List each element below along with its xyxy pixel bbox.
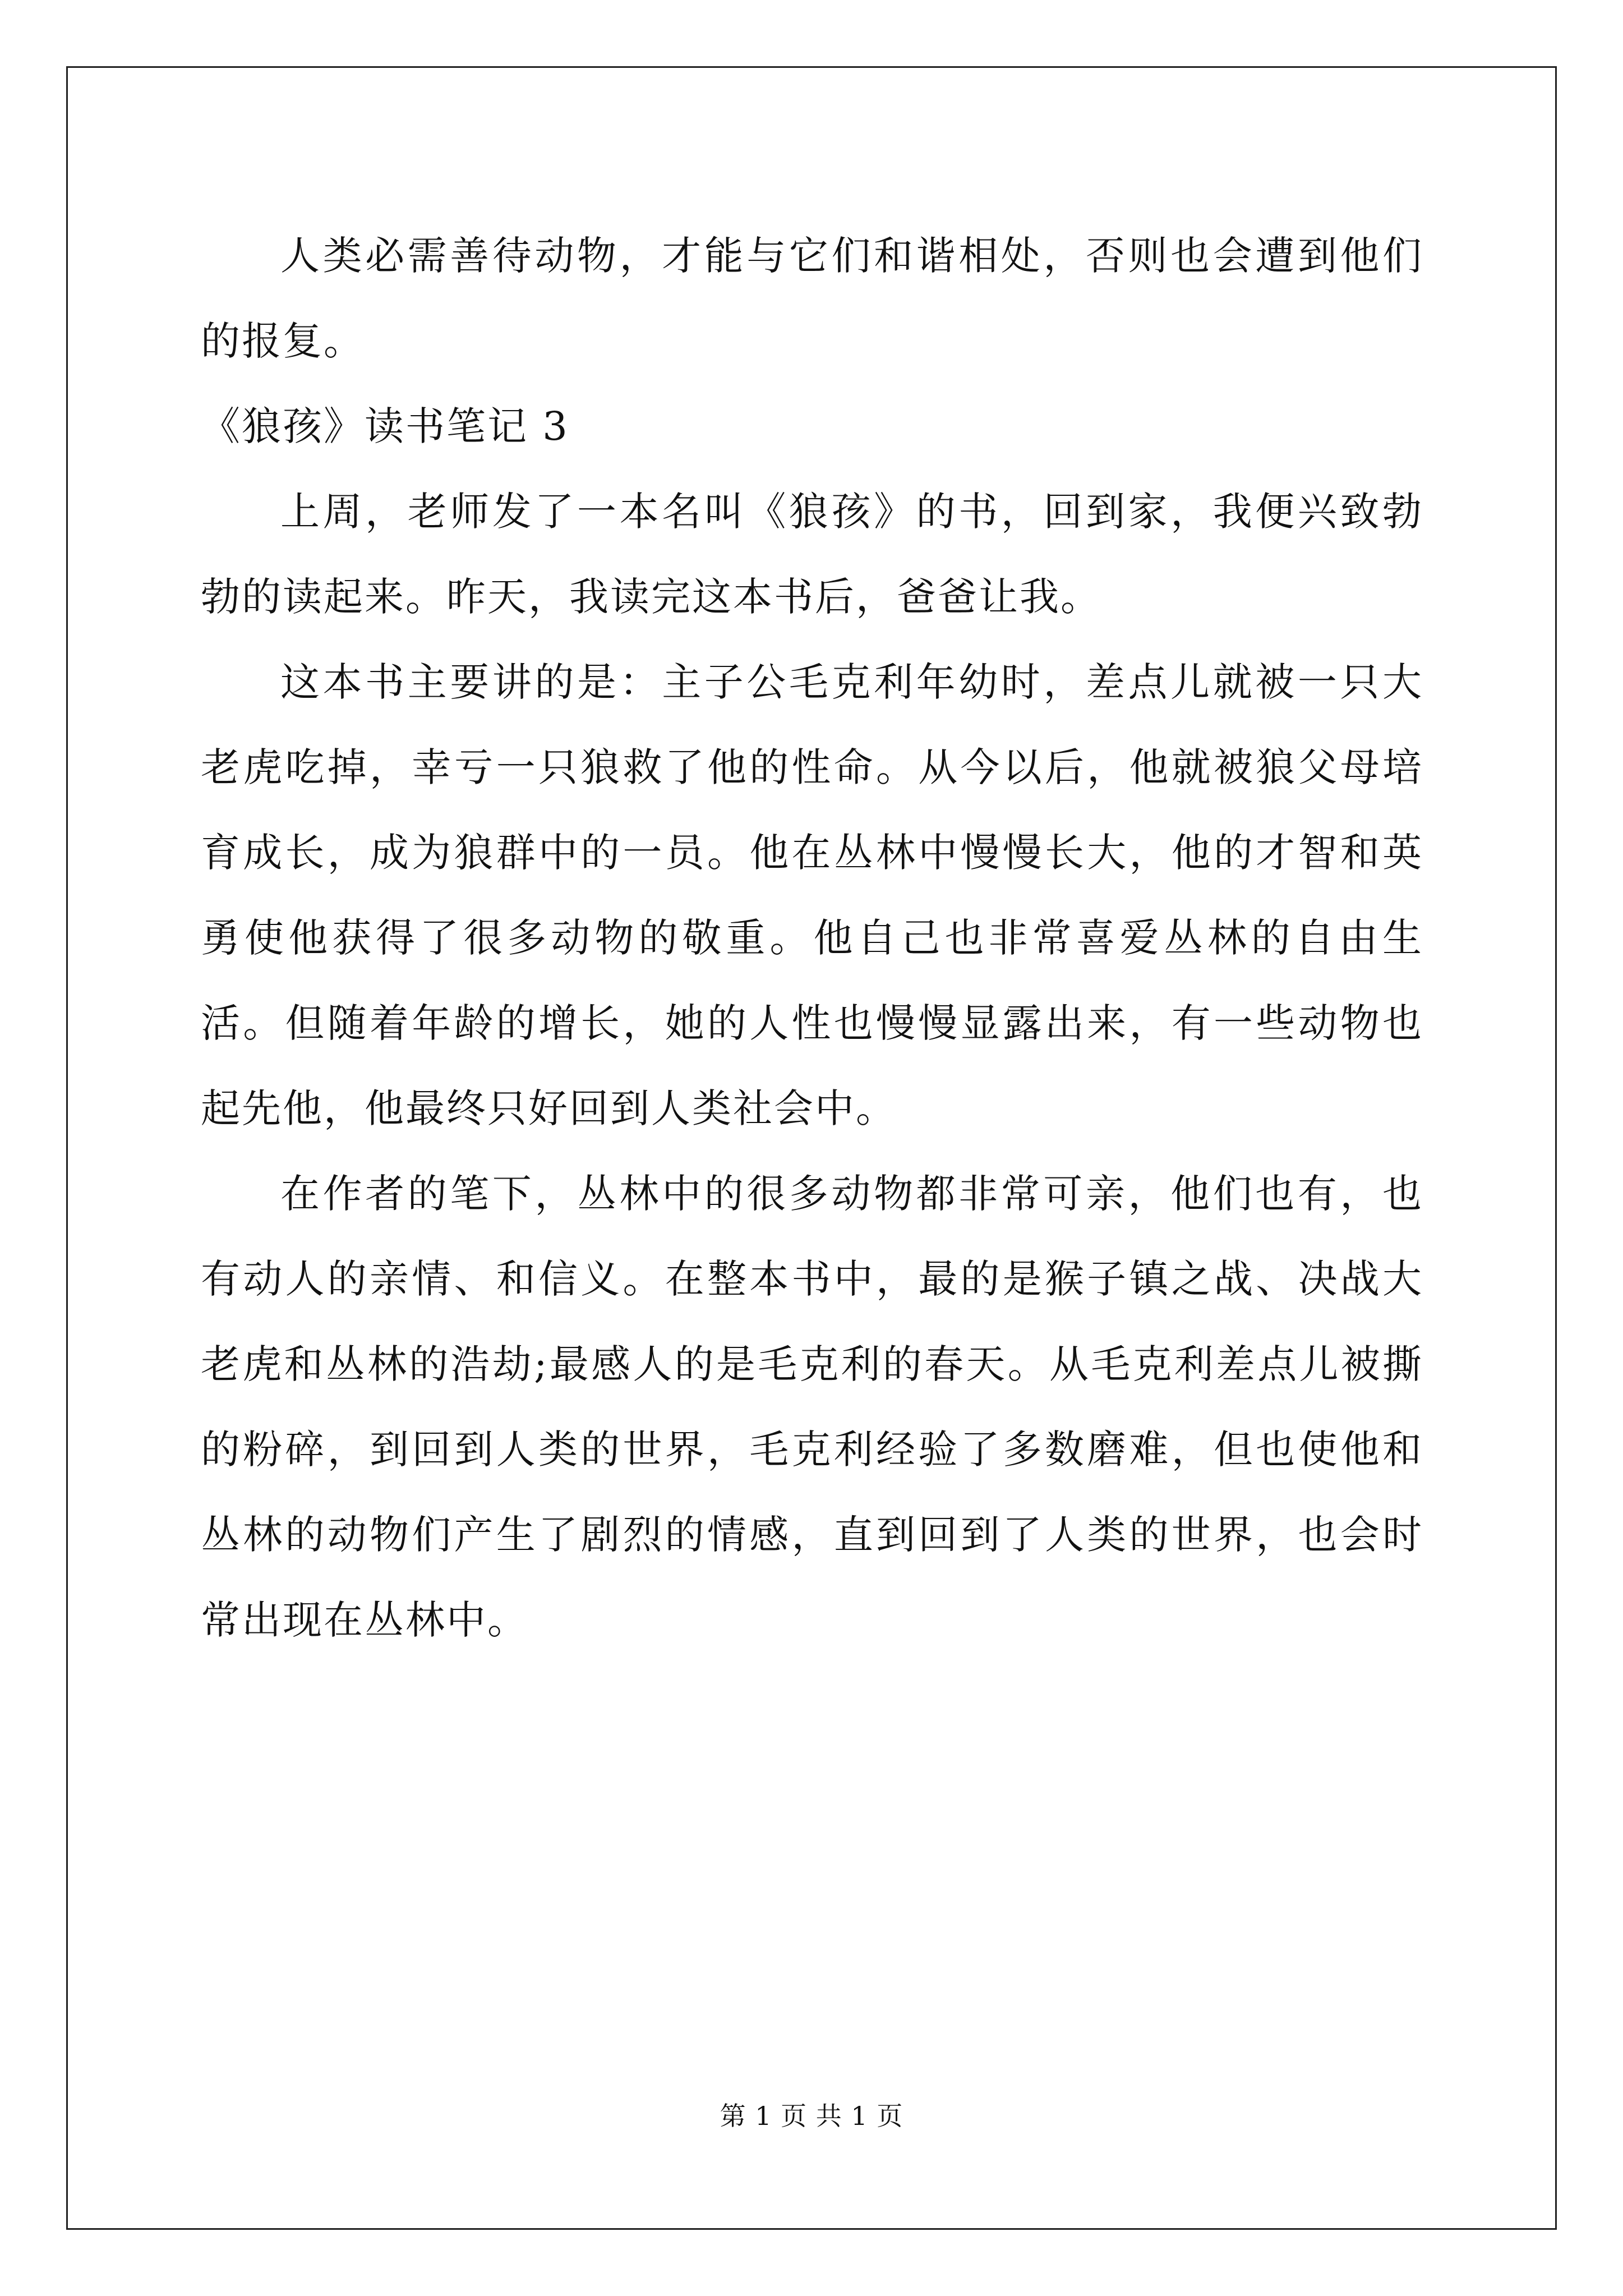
paragraph-intro: 上周，老师发了一本名叫《狼孩》的书，回到家，我便兴致勃勃的读起来。昨天，我读完这本书后，爸爸让我。	[201, 489, 1423, 620]
document-body	[201, 213, 1423, 1663]
page-footer: 第 1 页 共 1 页	[720, 2101, 903, 2131]
paragraph-summary: 这本书主要讲的是：主子公毛克利年幼时，差点儿就被一只大老虎吃掉，幸亏一只狼救了他的性命。从今以后，他就被狼父母培育成长，成为狼群中的一员。他在丛林中慢慢长大，他的才智和英勇使他获得了很多动物的敬重。他自己也非常喜爱丛林的自由生活。但随着年龄的增长，她的人性也慢慢显露出来，有一些动物也起先他，他最终只好回到人类社会中。	[201, 659, 1423, 1131]
paragraph-reflection: 在作者的笔下，丛林中的很多动物都非常可亲，他们也有，也有动人的亲情、和信义。在整本书中，最的是猴子镇之战、决战大老虎和丛林的浩劫;最感人的是毛克利的春天。从毛克利差点儿被撕的粉碎，到回到人类的世界，毛克利经验了多数磨难，但也使他和丛林的动物们产生了剧烈的情感，直到回到了人类的世界，也会时常出现在丛林中。	[201, 1171, 1423, 1643]
paragraph-conclusion: 人类必需善待动物，才能与它们和谐相处，否则也会遭到他们的报复。	[201, 233, 1423, 364]
section-heading: 《狼孩》读书笔记 3	[201, 403, 569, 449]
